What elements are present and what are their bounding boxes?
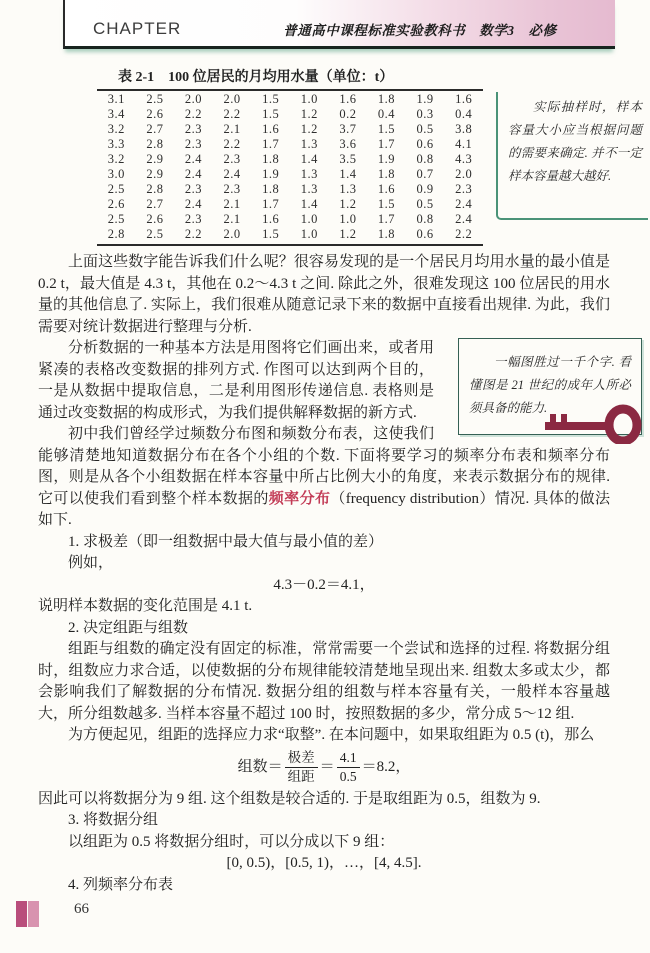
table-cell: 1.6 xyxy=(377,182,396,196)
table-cell: 0.3 xyxy=(416,107,434,121)
table-cell: 2.2 xyxy=(223,107,241,121)
table-cell: 2.5 xyxy=(107,212,125,226)
table-row xyxy=(97,152,483,167)
table-cell: 0.5 xyxy=(416,122,434,136)
table-cell: 2.8 xyxy=(146,182,164,196)
table-cell: 2.3 xyxy=(223,152,241,166)
step-4-heading: 4. 列频率分布表 xyxy=(68,876,174,893)
paragraph-intro: 上面这些数字能告诉我们什么呢？很容易发现的是一个居民月均用水量的最小值是 0.2 t，最大值是 4.3 t，其他在 0.2～4.3 t 之间. 除此之外，很难发现这 100 位居民的用水量的其他信息了. 实际上，我们很难从随意记录下来的数据中直接看出规律. 为此，我们需要对统计数据进行整理与分析. xyxy=(38,254,610,335)
table-cell: 1.2 xyxy=(300,107,318,121)
table-cell: 2.0 xyxy=(223,227,241,241)
fraction-range-over-width: $\frac{\text{极差}}{\text{组距}}$ xyxy=(285,750,318,785)
table-cell: 0.8 xyxy=(416,212,434,226)
table-cell: 2.1 xyxy=(223,197,241,211)
table-cell: 3.6 xyxy=(339,137,357,151)
table-cell: 1.0 xyxy=(339,212,357,226)
table-cell: 1.0 xyxy=(300,212,318,226)
table-cell: 0.6 xyxy=(416,137,434,151)
table-cell: 2.6 xyxy=(146,107,164,121)
table-row xyxy=(97,137,483,152)
margin-note-sampling xyxy=(496,92,648,220)
table-cell: 0.6 xyxy=(416,227,434,241)
table-cell: 2.2 xyxy=(184,107,203,121)
table-cell: 2.3 xyxy=(184,122,203,136)
table-cell: 0.8 xyxy=(416,152,434,166)
step-3-heading: 3. 将数据分组 xyxy=(68,812,159,829)
table-cell: 1.5 xyxy=(377,122,396,136)
table-cell: 2.7 xyxy=(146,122,164,136)
margin-note-figure-text: 一幅图胜过一千个字. 看懂图是 21 世纪的成年人所必须具备的能力. xyxy=(469,355,631,416)
fraction-values: $\frac{4.1}{0.5}$ xyxy=(337,750,360,785)
table-cell: 3.7 xyxy=(339,122,357,136)
table-cell: 1.3 xyxy=(300,167,318,181)
table-cell: 1.6 xyxy=(262,122,280,136)
table-cell: 1.0 xyxy=(300,227,318,241)
table-cell: 2.4 xyxy=(223,167,241,181)
table-cell: 2.5 xyxy=(146,227,164,241)
table-cell: 3.3 xyxy=(107,137,125,151)
table-row xyxy=(97,212,483,227)
table-row xyxy=(97,182,483,197)
paragraph-frequency-pre: 初中我们曾经学过频数分布图和频数分布表，这使我们能够清楚地知道数据分布在各个小组的个数. 下面将要学习的频率分布表和频率分布图，则是从各个小组数据在样本容量中所占比例大小的角度，来表示数据分布的规律. 它可以使我们看到整个样本数据的 xyxy=(38,426,610,507)
table-cell: 1.5 xyxy=(262,92,280,106)
book-title: 普通高中课程标准实验教科书 数学3 必修 xyxy=(283,23,557,38)
table-cell: 1.7 xyxy=(262,137,280,151)
table-cell: 2.8 xyxy=(107,227,125,241)
table-cell: 1.9 xyxy=(377,152,396,166)
table-cell: 3.4 xyxy=(107,107,125,121)
footer-accent-dark xyxy=(16,901,27,927)
paragraph-frequency-post: （frequency distribution）情况. 具体的做法如下. xyxy=(38,490,610,528)
page-header xyxy=(63,0,615,49)
table-row xyxy=(97,167,483,182)
table-cell: 1.5 xyxy=(262,107,280,121)
table-cell: 1.8 xyxy=(262,152,280,166)
groups-line: [0, 0.5)，[0.5, 1)，…，[4, 4.5]. xyxy=(226,855,422,872)
margin-note-sampling-text: 实际抽样时，样本容量大小应当根据问题的需要来确定. 并不一定样本容量越大越好. xyxy=(508,100,642,184)
water-usage-table-body xyxy=(97,92,483,242)
table-cell: 1.7 xyxy=(377,212,396,226)
table-cell: 1.2 xyxy=(300,122,318,136)
table-cell: 3.2 xyxy=(107,152,125,166)
table-cell: 1.6 xyxy=(339,92,357,106)
formula-lhs: 组数＝ xyxy=(237,759,283,776)
table-cell: 1.3 xyxy=(300,182,318,196)
table-cell: 2.2 xyxy=(184,227,203,241)
paragraph-rounding: 为方便起见，组距的选择应力求“取整”. 在本问题中，如果取组距为 0.5 (t)，那么 xyxy=(68,727,595,743)
table-cell: 1.4 xyxy=(339,167,357,181)
table-cell: 1.8 xyxy=(377,227,396,241)
table-cell: 0.2 xyxy=(339,107,357,121)
table-cell: 4.3 xyxy=(455,152,473,166)
table-cell: 2.6 xyxy=(107,197,125,211)
footer-accent-light xyxy=(28,901,39,927)
table-cell: 1.3 xyxy=(300,137,318,151)
step-1-heading: 1. 求极差（即一组数据中最大值与最小值的差） xyxy=(68,533,384,550)
step-2-heading: 2. 决定组距与组数 xyxy=(68,619,189,636)
formula-result: ＝8.2， xyxy=(361,759,411,776)
table-cell: 0.4 xyxy=(455,107,473,121)
table-row xyxy=(97,122,483,137)
class-count-formula xyxy=(38,750,610,785)
paragraph-conclusion: 因此可以将数据分为 9 组. 这个组数是较合适的. 于是取组距为 0.5，组数为 9. xyxy=(38,790,541,807)
table-row xyxy=(97,92,483,107)
table-cell: 1.4 xyxy=(300,197,318,211)
table-cell: 3.1 xyxy=(107,92,125,106)
table-cell: 1.3 xyxy=(339,182,357,196)
paragraph-grouping: 以组距为 0.5 将数据分组时，可以分成以下 9 组： xyxy=(68,833,395,850)
table-cell: 1.9 xyxy=(416,92,434,106)
table-cell: 0.9 xyxy=(416,182,434,196)
table-cell: 1.9 xyxy=(262,167,280,181)
table-cell: 1.5 xyxy=(262,227,280,241)
table-cell: 2.8 xyxy=(146,137,164,151)
table-row xyxy=(97,227,483,242)
table-cell: 2.3 xyxy=(184,182,203,196)
table-cell: 2.2 xyxy=(455,227,473,241)
table-cell: 1.4 xyxy=(300,152,318,166)
formula-equals: ＝ xyxy=(319,759,335,776)
table-cell: 3.8 xyxy=(455,122,473,136)
table-cell: 3.0 xyxy=(107,167,125,181)
table-cell: 2.0 xyxy=(184,92,203,106)
table-cell: 1.7 xyxy=(377,137,396,151)
table-row xyxy=(97,107,483,122)
table-cell: 2.9 xyxy=(146,152,164,166)
paragraph-class-width: 组距与组数的确定没有固定的标准，常常需要一个尝试和选择的过程. 将数据分组时，组数应力求合适，以使数据的分布规律能较清楚地呈现出来. 组数太多或太少，都会影响我们了解数据的分布情况. 数据分组的组数与样本容量有关，一般样本容量越大，所分组数越多. 当样本容量不超过 100 时，按照数据的多少，常分成 5～12 组. xyxy=(38,641,610,722)
table-cell: 1.0 xyxy=(300,92,318,106)
page-number: 66 xyxy=(74,901,89,917)
table-cell: 3.5 xyxy=(339,152,357,166)
table-cell: 2.9 xyxy=(146,167,164,181)
table-cell: 2.4 xyxy=(455,197,473,211)
table-cell: 0.7 xyxy=(416,167,434,181)
table-row xyxy=(97,197,483,212)
chapter-label: CHAPTER xyxy=(93,19,182,38)
paragraph-methods: 分析数据的一种基本方法是用图将它们画出来，或者用紧凑的表格改变数据的排列方式. 作图可以达到两个目的，一是从数据中提取信息，二是利用图形传递信息. 表格则是通过改变数据的构成形式，为我们提供解释数据的新方式. xyxy=(38,340,434,421)
main-content xyxy=(38,252,610,896)
table-cell: 0.5 xyxy=(416,197,434,211)
table-cell: 1.2 xyxy=(339,197,357,211)
table-cell: 2.4 xyxy=(184,167,203,181)
table-cell: 2.7 xyxy=(146,197,164,211)
table-cell: 2.3 xyxy=(184,212,203,226)
table-cell: 2.0 xyxy=(455,167,473,181)
table-cell: 1.8 xyxy=(262,182,280,196)
table-cell: 0.4 xyxy=(377,107,396,121)
table-cell: 2.4 xyxy=(184,197,203,211)
note-spacer xyxy=(442,338,610,444)
table-cell: 2.4 xyxy=(184,152,203,166)
table-cell: 3.2 xyxy=(107,122,125,136)
range-note: 说明样本数据的变化范围是 4.1 t. xyxy=(38,598,253,614)
table-cell: 1.2 xyxy=(339,227,357,241)
table-cell: 2.3 xyxy=(455,182,473,196)
table-cell: 4.1 xyxy=(455,137,473,151)
table-cell: 1.8 xyxy=(377,92,396,106)
table-cell: 2.2 xyxy=(223,137,241,151)
table-title: 表 2-1 100 位居民的月均用水量（单位：t） xyxy=(118,70,394,85)
table-cell: 2.1 xyxy=(223,122,241,136)
table-cell: 1.8 xyxy=(377,167,396,181)
table-cell: 1.6 xyxy=(455,92,473,106)
water-usage-table xyxy=(97,89,483,246)
table-cell: 2.3 xyxy=(223,182,241,196)
frequency-distribution-term: 频率分布 xyxy=(268,490,331,507)
table-cell: 1.7 xyxy=(262,197,280,211)
table-cell: 2.1 xyxy=(223,212,241,226)
table-cell: 2.5 xyxy=(146,92,164,106)
table-cell: 2.5 xyxy=(107,182,125,196)
table-cell: 1.5 xyxy=(377,197,396,211)
table-cell: 1.6 xyxy=(262,212,280,226)
table-cell: 2.4 xyxy=(455,212,473,226)
range-formula: 4.3－0.2＝4.1， xyxy=(273,576,375,593)
example-label: 例如， xyxy=(68,555,114,571)
table-cell: 2.6 xyxy=(146,212,164,226)
table-cell: 2.0 xyxy=(223,92,241,106)
table-cell: 2.3 xyxy=(184,137,203,151)
